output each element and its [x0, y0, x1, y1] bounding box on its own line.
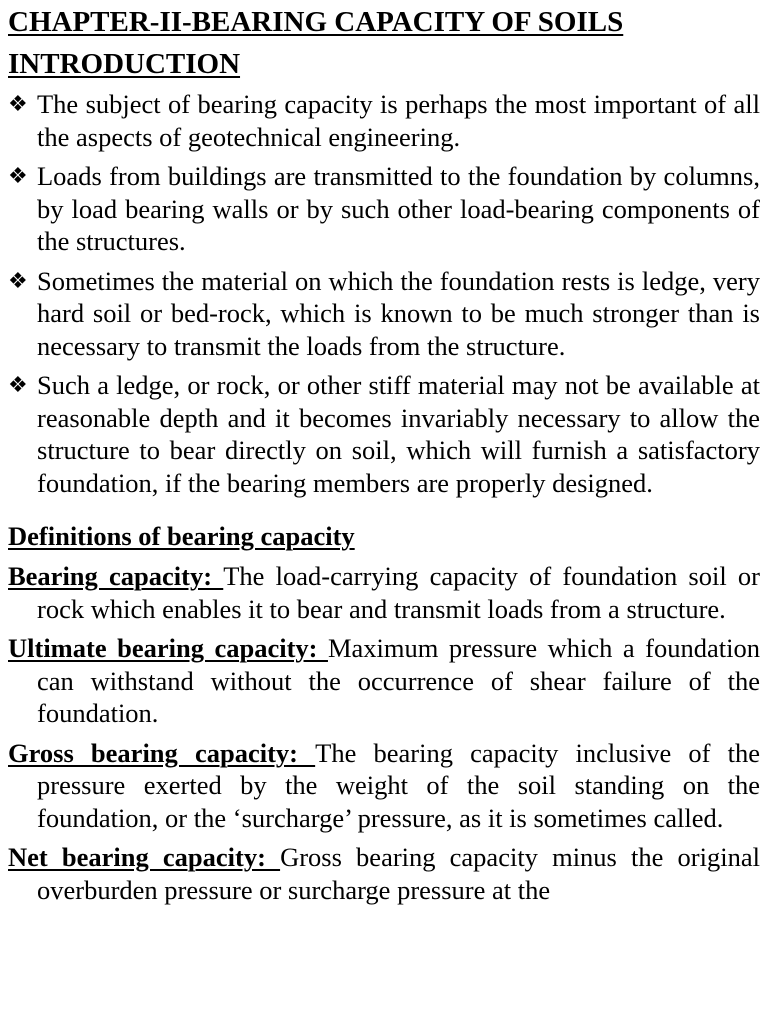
definition-item: [8, 841, 760, 906]
definitions-heading: Definitions of bearing capacity: [8, 521, 355, 551]
four-petal-diamond-icon: ❖: [8, 267, 28, 293]
introduction-bullet-list: [8, 88, 760, 499]
bullet-item: [8, 369, 760, 499]
four-petal-diamond-icon: ❖: [8, 372, 28, 397]
definition-text: Gross bearing capacity minus the original overburden pressure or surcharge pressure at the: [37, 842, 760, 905]
chapter-title: CHAPTER-II-BEARING CAPACITY OF SOILS: [8, 6, 624, 38]
definition-item: [8, 737, 760, 835]
definition-term: Bearing capacity:: [8, 561, 224, 591]
four-petal-diamond-icon: ❖: [8, 91, 28, 116]
definition-term: Ultimate bearing capacity:: [8, 633, 328, 663]
definition-text: The load-carrying capacity of foundation soil or rock which enables it to bear and transmit loads from a structure.: [37, 561, 760, 624]
definition-term: Net bearing capacity:: [8, 842, 281, 872]
bullet-item: [8, 160, 760, 258]
definition-term: Gross bearing capacity:: [8, 737, 316, 768]
definition-text: Maximum pressure which a foundation can withstand without the occurrence of shear failure of the foundation.: [37, 633, 760, 728]
definitions-list: [8, 560, 760, 906]
bullet-text: Loads from buildings are transmitted to the foundation by columns, by load bearing walls or by such other load-bearing components of the structures.: [37, 161, 760, 256]
bullet-text: The subject of bearing capacity is perhaps the most important of all the aspects of geotechnical engineering.: [37, 89, 760, 152]
four-petal-diamond-icon: ❖: [8, 163, 28, 188]
definition-item: [8, 560, 760, 625]
bullet-text: Sometimes the material on which the foundation rests is ledge, very hard soil or bed-rock, which is known to be much stronger than is necessary to transmit the loads from the structure.: [37, 265, 760, 361]
document-page: [8, 0, 760, 913]
definition-item: [8, 632, 760, 730]
bullet-text: Such a ledge, or rock, or other stiff material may not be available at reasonable depth and it becomes invariably necessary to allow the structure to bear directly on soil, which will furnish a satisfactory foundation, if the bearing members are properly designed.: [37, 370, 760, 498]
section-title-introduction: INTRODUCTION: [8, 48, 241, 80]
bullet-item: [8, 265, 760, 363]
definition-text: The bearing capacity inclusive of the pressure exerted by the weight of the soil standing on the foundation, or the ‘surcharge’ pressure, as it is sometimes called.: [37, 737, 760, 833]
bullet-item: [8, 88, 760, 153]
